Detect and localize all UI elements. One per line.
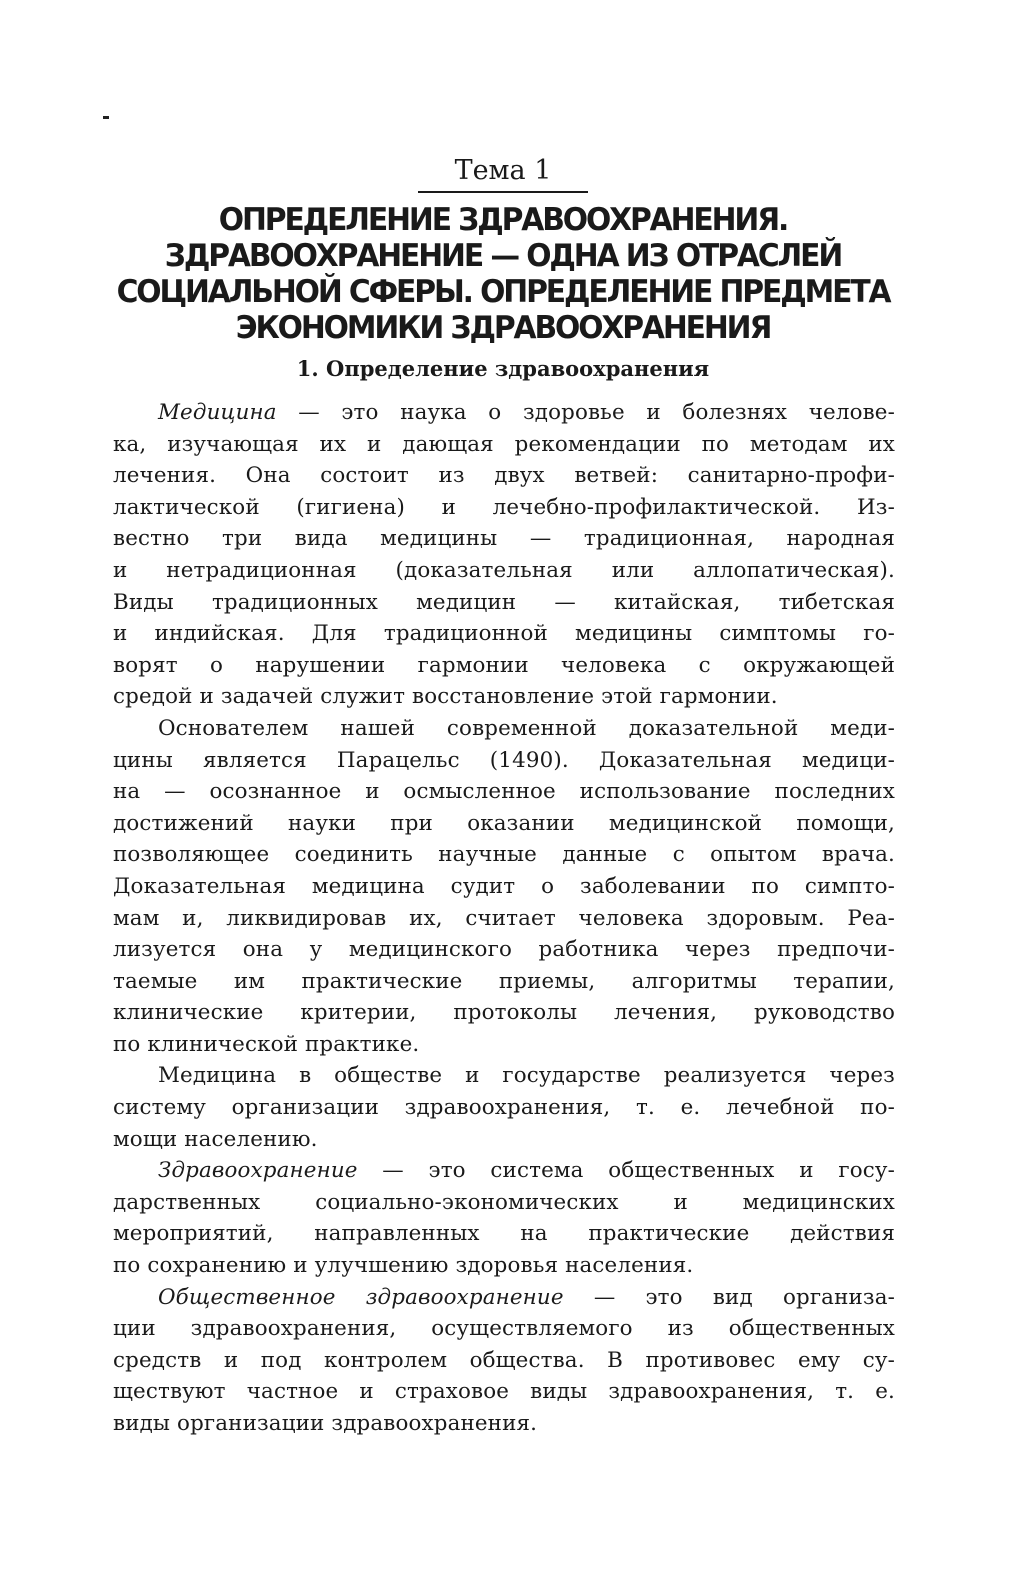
defined-term: Здравоохранение — [158, 1158, 358, 1184]
text-line: и индийская. Для традиционной медицины симптомы го- — [113, 621, 895, 647]
text-line: по сохранению и улучшению здоровья населения. — [113, 1253, 694, 1279]
text-line: Виды традиционных медицин — китайская, тибетская — [113, 589, 895, 615]
text-line: систему организации здравоохранения, т. е. лечебной по- — [113, 1095, 895, 1121]
text-line: достижений науки при оказании медицинской помощи, — [113, 810, 895, 836]
print-speck — [103, 116, 109, 119]
text-line: позволяющее соединить научные данные с опытом врача. — [113, 842, 895, 868]
text-line: Доказательная медицина судит о заболевании по симпто- — [113, 873, 895, 899]
text-line: виды организации здравоохранения. — [113, 1411, 538, 1436]
chapter-title — [116, 202, 890, 346]
text-line: Основателем нашей современной доказательной меди- — [158, 715, 895, 741]
text-line: по клинической практике. — [113, 1031, 420, 1057]
text-line: клинические критерии, протоколы лечения, руководство — [113, 1000, 895, 1026]
paragraph-healthcare — [113, 1155, 895, 1281]
paragraph-evidence-based — [113, 713, 895, 1061]
text-line: лизуется она у медицинского работника через предпочи- — [113, 937, 895, 963]
title-line: ЭКОНОМИКИ ЗДРАВООХРАНЕНИЯ — [235, 310, 771, 346]
text-line: ществуют частное и страховое виды здравоохранения, т. е. — [113, 1379, 895, 1405]
paragraph-society — [113, 1060, 895, 1155]
text-line: Медицина в обществе и государстве реализуется через — [158, 1063, 895, 1089]
paragraph-medicine — [113, 397, 895, 713]
body-text — [113, 397, 895, 1440]
text-line: цины является Парацельс (1490). Доказательная медици- — [113, 747, 895, 773]
text-line: средой и задачей служит восстановление этой гармонии. — [113, 684, 778, 710]
text-line: средств и под контролем общества. В противовес ему су- — [113, 1347, 895, 1373]
topic-underline — [418, 191, 588, 193]
text-line: Общественное здравоохранение — это вид организа- — [158, 1284, 895, 1310]
text-line: ка, изучающая их и дающая рекомендации по методам их — [113, 431, 895, 457]
text-line: мам и, ликвидировав их, считает человека здоровым. Реа- — [113, 905, 895, 931]
defined-term: Общественное здравоохранение — [158, 1284, 564, 1310]
text-line: таемые им практические приемы, алгоритмы терапии, — [113, 968, 895, 994]
text-line: Медицина — это наука о здоровье и болезнях челове- — [158, 400, 895, 425]
text-line: ции здравоохранения, осуществляемого из общественных — [113, 1316, 895, 1342]
paragraph-public-healthcare — [113, 1282, 895, 1440]
defined-term: Медицина — [158, 400, 277, 425]
text-line: ворят о нарушении гармонии человека с окружающей — [113, 652, 895, 678]
title-line: СОЦИАЛЬНОЙ СФЕРЫ. ОПРЕДЕЛЕНИЕ ПРЕДМЕТА — [116, 274, 890, 310]
title-line: ЗДРАВООХРАНЕНИЕ — ОДНА ИЗ ОТРАСЛЕЙ — [164, 238, 842, 274]
text-line: Здравоохранение — это система общественных и госу- — [158, 1158, 895, 1184]
section-heading: 1. Определение здравоохранения — [296, 356, 710, 381]
text-line: на — осознанное и осмысленное использование последних — [113, 779, 895, 805]
text-line: вестно три вида медицины — традиционная, народная — [113, 526, 895, 552]
text-line: мощи населению. — [113, 1126, 318, 1152]
text-line: дарственных социально-экономических и медицинских — [113, 1189, 895, 1215]
text-line: и нетрадиционная (доказательная или аллопатическая). — [113, 557, 895, 583]
text-line: мероприятий, направленных на практические действия — [113, 1221, 895, 1247]
text-line: лактической (гигиена) и лечебно-профилактической. Из- — [113, 494, 895, 520]
text-line: лечения. Она состоит из двух ветвей: санитарно-профи- — [113, 463, 895, 489]
topic-label: Тема 1 — [454, 155, 552, 186]
title-line: ОПРЕДЕЛЕНИЕ ЗДРАВООХРАНЕНИЯ. — [218, 202, 788, 238]
